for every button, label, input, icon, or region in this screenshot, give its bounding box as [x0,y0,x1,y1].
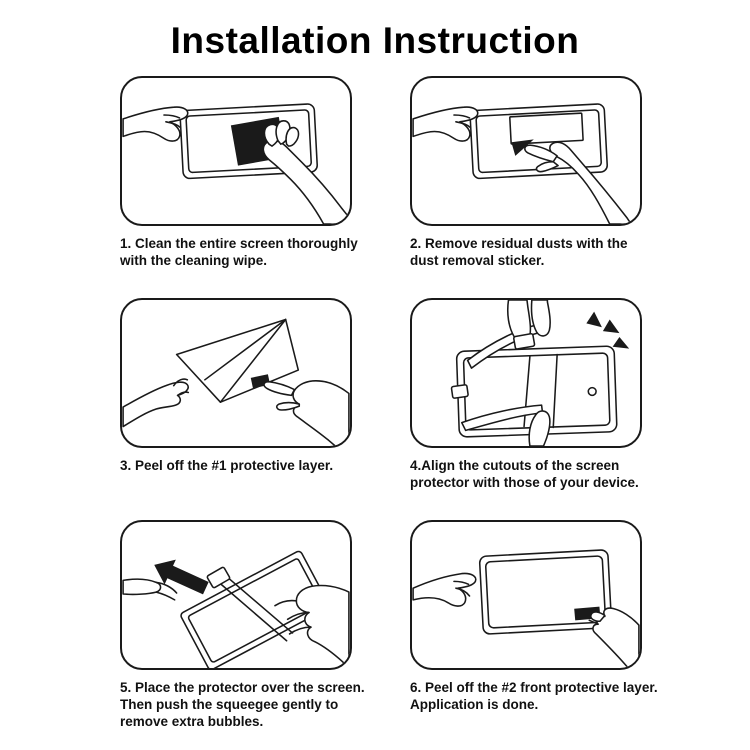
caption-line: 1. Clean the entire screen thoroughly [120,236,358,251]
step-6-caption [410,679,658,713]
step-4-caption [410,457,642,491]
step-4-panel [410,298,642,448]
step-1-caption [120,235,358,269]
dust-sticker [510,113,583,144]
left-hand [413,107,478,141]
left-hand [123,107,188,141]
caption-line: with the cleaning wipe. [120,253,268,268]
film-tab [513,333,534,349]
step-3-panel [120,298,352,448]
left-hand [123,579,177,600]
left-hand [123,379,188,426]
align-cutouts-illustration-icon [412,300,640,446]
step-5-caption [120,679,365,730]
step-5 [120,520,365,742]
steps-grid [120,76,658,742]
step-5-panel [120,520,352,670]
caption-line: 3. Peel off the #1 protective layer. [120,458,334,473]
step-4 [410,298,642,520]
step-1-panel [120,76,352,226]
caption-line: 6. Peel off the #2 front protective layer. [410,680,658,695]
step-3-caption [120,457,352,474]
caption-line: 5. Place the protector over the screen. [120,680,365,695]
emphasis-marks-icon [586,312,629,349]
caption-line: Application is done. [410,697,539,712]
step-2-panel [410,76,642,226]
arrow-icon [154,560,208,595]
step-2 [410,76,642,298]
caption-line: Then push the squeegee gently to [120,697,339,712]
caption-line: protector with those of your device. [410,475,639,490]
caption-line: 2. Remove residual dusts with the [410,236,628,251]
caption-line: 4.Align the cutouts of the screen [410,458,620,473]
caption-line: dust removal sticker. [410,253,545,268]
peel-layer1-illustration-icon [122,300,350,446]
squeegee-illustration-icon [122,522,350,668]
right-hand [589,608,639,668]
clean-screen-illustration-icon [122,78,350,224]
left-hand [413,573,476,606]
step-1 [120,76,358,298]
page-title: Installation Instruction [170,20,580,61]
peel-layer2-illustration-icon [412,522,640,668]
step-6 [410,520,658,742]
step-2-caption [410,235,642,269]
dust-sticker-illustration-icon [412,78,640,224]
right-hand [264,381,349,446]
step-3 [120,298,352,520]
film-tab [451,385,468,399]
step-6-panel [410,520,642,670]
top-fingers [508,300,550,349]
caption-line: remove extra bubbles. [120,714,264,729]
